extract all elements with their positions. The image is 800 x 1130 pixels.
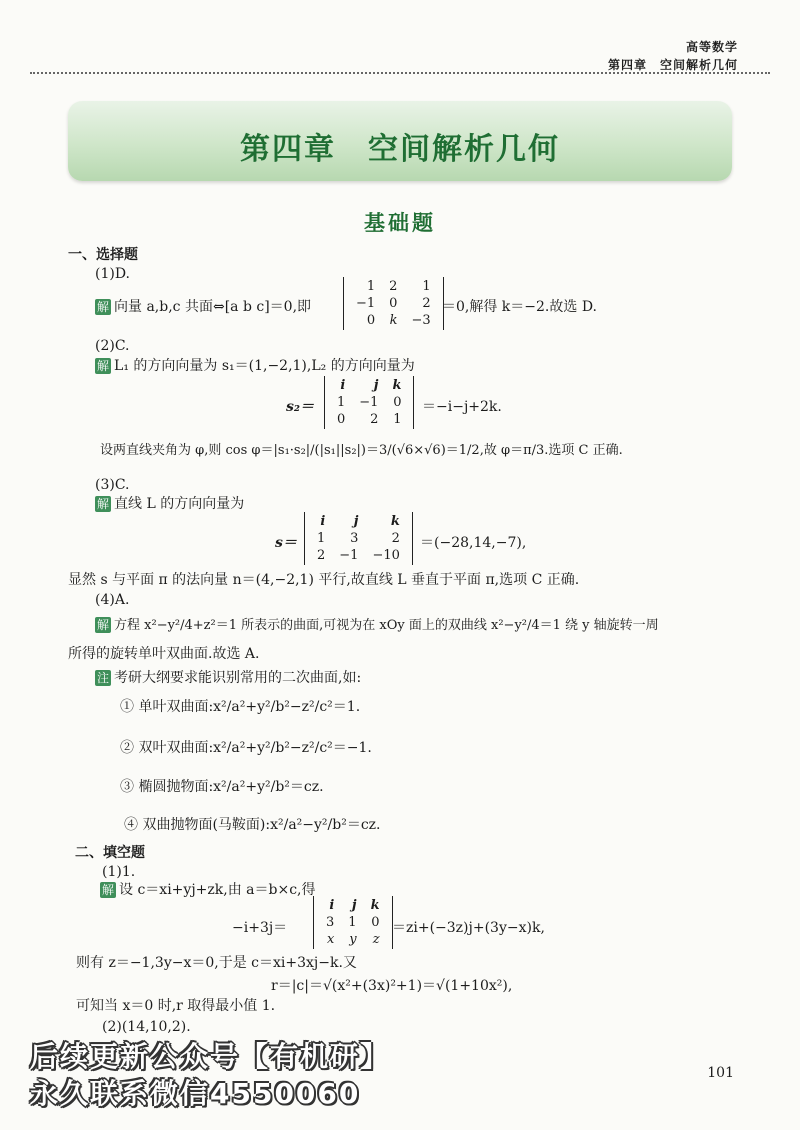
p2-q1-lhs: −i+3j＝ <box>232 920 288 936</box>
chapter-title: 第四章 空间解析几何 <box>240 132 560 167</box>
determinant-cell: 1 <box>422 279 431 294</box>
determinant-row <box>319 897 387 914</box>
determinant-cell: 2 <box>370 412 379 427</box>
section-title: 基础题 <box>364 211 436 235</box>
q1-answer: (1)D. <box>95 266 131 282</box>
q4-line1 <box>95 616 659 636</box>
q4-line1-text: 方程 x²−y²/4+z²＝1 所表示的曲面,可视为在 xOy 面上的双曲线 x²−y²/4＝1 绕 y 轴旋转一周 <box>114 618 659 633</box>
q4-answer: (4)A. <box>95 592 130 608</box>
determinant-row <box>349 295 438 312</box>
determinant-row <box>310 513 407 530</box>
determinant-cell: 2 <box>317 548 326 563</box>
determinant-cell: 0 <box>366 313 376 328</box>
determinant-row <box>330 411 408 428</box>
header-divider <box>30 72 770 74</box>
determinant-row <box>310 547 407 564</box>
determinant-row <box>349 278 438 295</box>
p2-q2-answer: (2)(14,10,2). <box>102 1019 191 1035</box>
watermark-line1: 后续更新公众号【有机研】 <box>30 1040 391 1073</box>
determinant-cell: −3 <box>411 313 431 328</box>
determinant-cell: 1 <box>366 279 376 294</box>
determinant-cell: j <box>351 898 357 913</box>
q2-determinant <box>324 376 414 429</box>
q1-text-b: ＝0,解得 k＝−2.故选 D. <box>442 299 598 315</box>
q2-lhs: s₂＝ <box>286 399 315 415</box>
header-book-title: 高等数学 <box>685 40 738 54</box>
q4-line2: 所得的旋转单叶双曲面.故选 A. <box>68 646 260 662</box>
page-number: 101 <box>707 1065 734 1081</box>
solution-badge: 解 <box>102 883 115 897</box>
determinant-cell: 1 <box>393 412 402 427</box>
q1-text-a: 向量 a,b,c 共面⇔[a b c]＝0,即 <box>114 299 312 315</box>
q3-rhs: ＝(−28,14,−7), <box>420 535 527 551</box>
note-badge: 注 <box>97 671 110 685</box>
determinant-row <box>319 914 387 931</box>
determinant-cell: 3 <box>326 915 335 930</box>
q2-line1-text: L₁ 的方向向量为 s₁＝(1,−2,1),L₂ 的方向向量为 <box>114 358 415 374</box>
determinant-row <box>319 931 387 948</box>
p2-q1-answer: (1)1. <box>102 864 136 880</box>
quadric-item: ① 单叶双曲面:x²/a²+y²/b²−z²/c²＝1. <box>120 699 361 715</box>
p2-q1-line1-text: 设 c＝xi+yj+zk,由 a＝b×c,得 <box>119 882 316 898</box>
determinant-row <box>330 394 408 411</box>
q3-lhs: s＝ <box>275 535 297 551</box>
determinant-cell: 1 <box>348 915 357 930</box>
determinant-cell: i <box>340 378 346 393</box>
determinant-cell: −10 <box>372 548 400 563</box>
determinant-cell: y <box>349 932 357 947</box>
determinant-cell: 2 <box>389 279 398 294</box>
determinant-cell: −1 <box>356 296 376 311</box>
quadric-item: ④ 双曲抛物面(马鞍面):x²/a²−y²/b²＝cz. <box>124 817 381 833</box>
q3-line1-text: 直线 L 的方向向量为 <box>114 496 245 512</box>
determinant-cell: k <box>392 378 402 393</box>
determinant-cell: x <box>326 932 335 947</box>
p2-q1-rhs: ＝zi+(−3z)j+(3y−x)k, <box>392 920 545 936</box>
solution-badge: 解 <box>97 497 110 511</box>
determinant-row <box>330 377 408 394</box>
part2-heading: 二、填空题 <box>75 845 145 861</box>
determinant-cell: k <box>389 313 398 328</box>
q2-answer: (2)C. <box>95 338 130 354</box>
quadric-item: ③ 椭圆抛物面:x²/a²+y²/b²＝cz. <box>120 779 324 795</box>
header-chapter: 第四章 空间解析几何 <box>607 58 738 72</box>
determinant-cell: z <box>372 932 380 947</box>
watermark-line2: 永久联系微信4550060 <box>30 1077 361 1110</box>
determinant-cell: i <box>329 898 335 913</box>
determinant-cell: 0 <box>371 915 380 930</box>
q3-line3: 显然 s 与平面 π 的法向量 n＝(4,−2,1) 平行,故直线 L 垂直于平面 π,选项 C 正确. <box>68 572 580 588</box>
p2-q1-line1 <box>100 880 315 900</box>
determinant-cell: 1 <box>317 531 326 546</box>
determinant-cell: 3 <box>350 531 359 546</box>
determinant-cell: j <box>353 514 359 529</box>
determinant-cell: 0 <box>337 412 346 427</box>
determinant-cell: i <box>320 514 326 529</box>
determinant-row <box>349 312 438 329</box>
q2-line1 <box>95 356 415 376</box>
determinant-cell: 1 <box>337 395 346 410</box>
solution-badge: 解 <box>97 359 110 373</box>
solution-badge: 解 <box>97 300 110 314</box>
q1-determinant <box>343 277 444 330</box>
q4-note <box>95 668 361 688</box>
q4-note-text: 考研大纲要求能识别常用的二次曲面,如: <box>114 670 362 686</box>
determinant-cell: k <box>390 514 400 529</box>
p2-q1-determinant <box>313 896 393 949</box>
p2-q1-line3: 则有 z＝−1,3y−x＝0,于是 c＝xi+3xj−k.又 <box>76 955 357 971</box>
p2-q1-line5: 可知当 x＝0 时,r 取得最小值 1. <box>76 998 276 1014</box>
determinant-cell: 0 <box>393 395 402 410</box>
part1-heading: 一、选择题 <box>68 247 138 263</box>
q2-line3: 设两直线夹角为 φ,则 cos φ＝|s₁·s₂|/(|s₁||s₂|)＝3/(√6×√6)＝1/2,故 φ＝π/3.选项 C 正确. <box>100 443 623 458</box>
q3-answer: (3)C. <box>95 477 130 493</box>
q3-line1 <box>95 494 244 514</box>
quadric-item: ② 双叶双曲面:x²/a²+y²/b²−z²/c²＝−1. <box>120 740 372 756</box>
determinant-cell: 0 <box>389 296 398 311</box>
q1-solution <box>95 297 311 317</box>
determinant-cell: k <box>370 898 380 913</box>
q2-rhs: ＝−i−j+2k. <box>422 399 502 415</box>
determinant-cell: 2 <box>391 531 400 546</box>
determinant-cell: −1 <box>339 548 359 563</box>
determinant-cell: j <box>373 378 379 393</box>
p2-q1-line4: r＝|c|＝√(x²+(3x)²+1)＝√(1+10x²), <box>271 978 513 994</box>
determinant-row <box>310 530 407 547</box>
solution-badge: 解 <box>97 618 110 632</box>
q3-determinant <box>304 512 413 565</box>
determinant-cell: −1 <box>359 395 379 410</box>
determinant-cell: 2 <box>422 296 431 311</box>
